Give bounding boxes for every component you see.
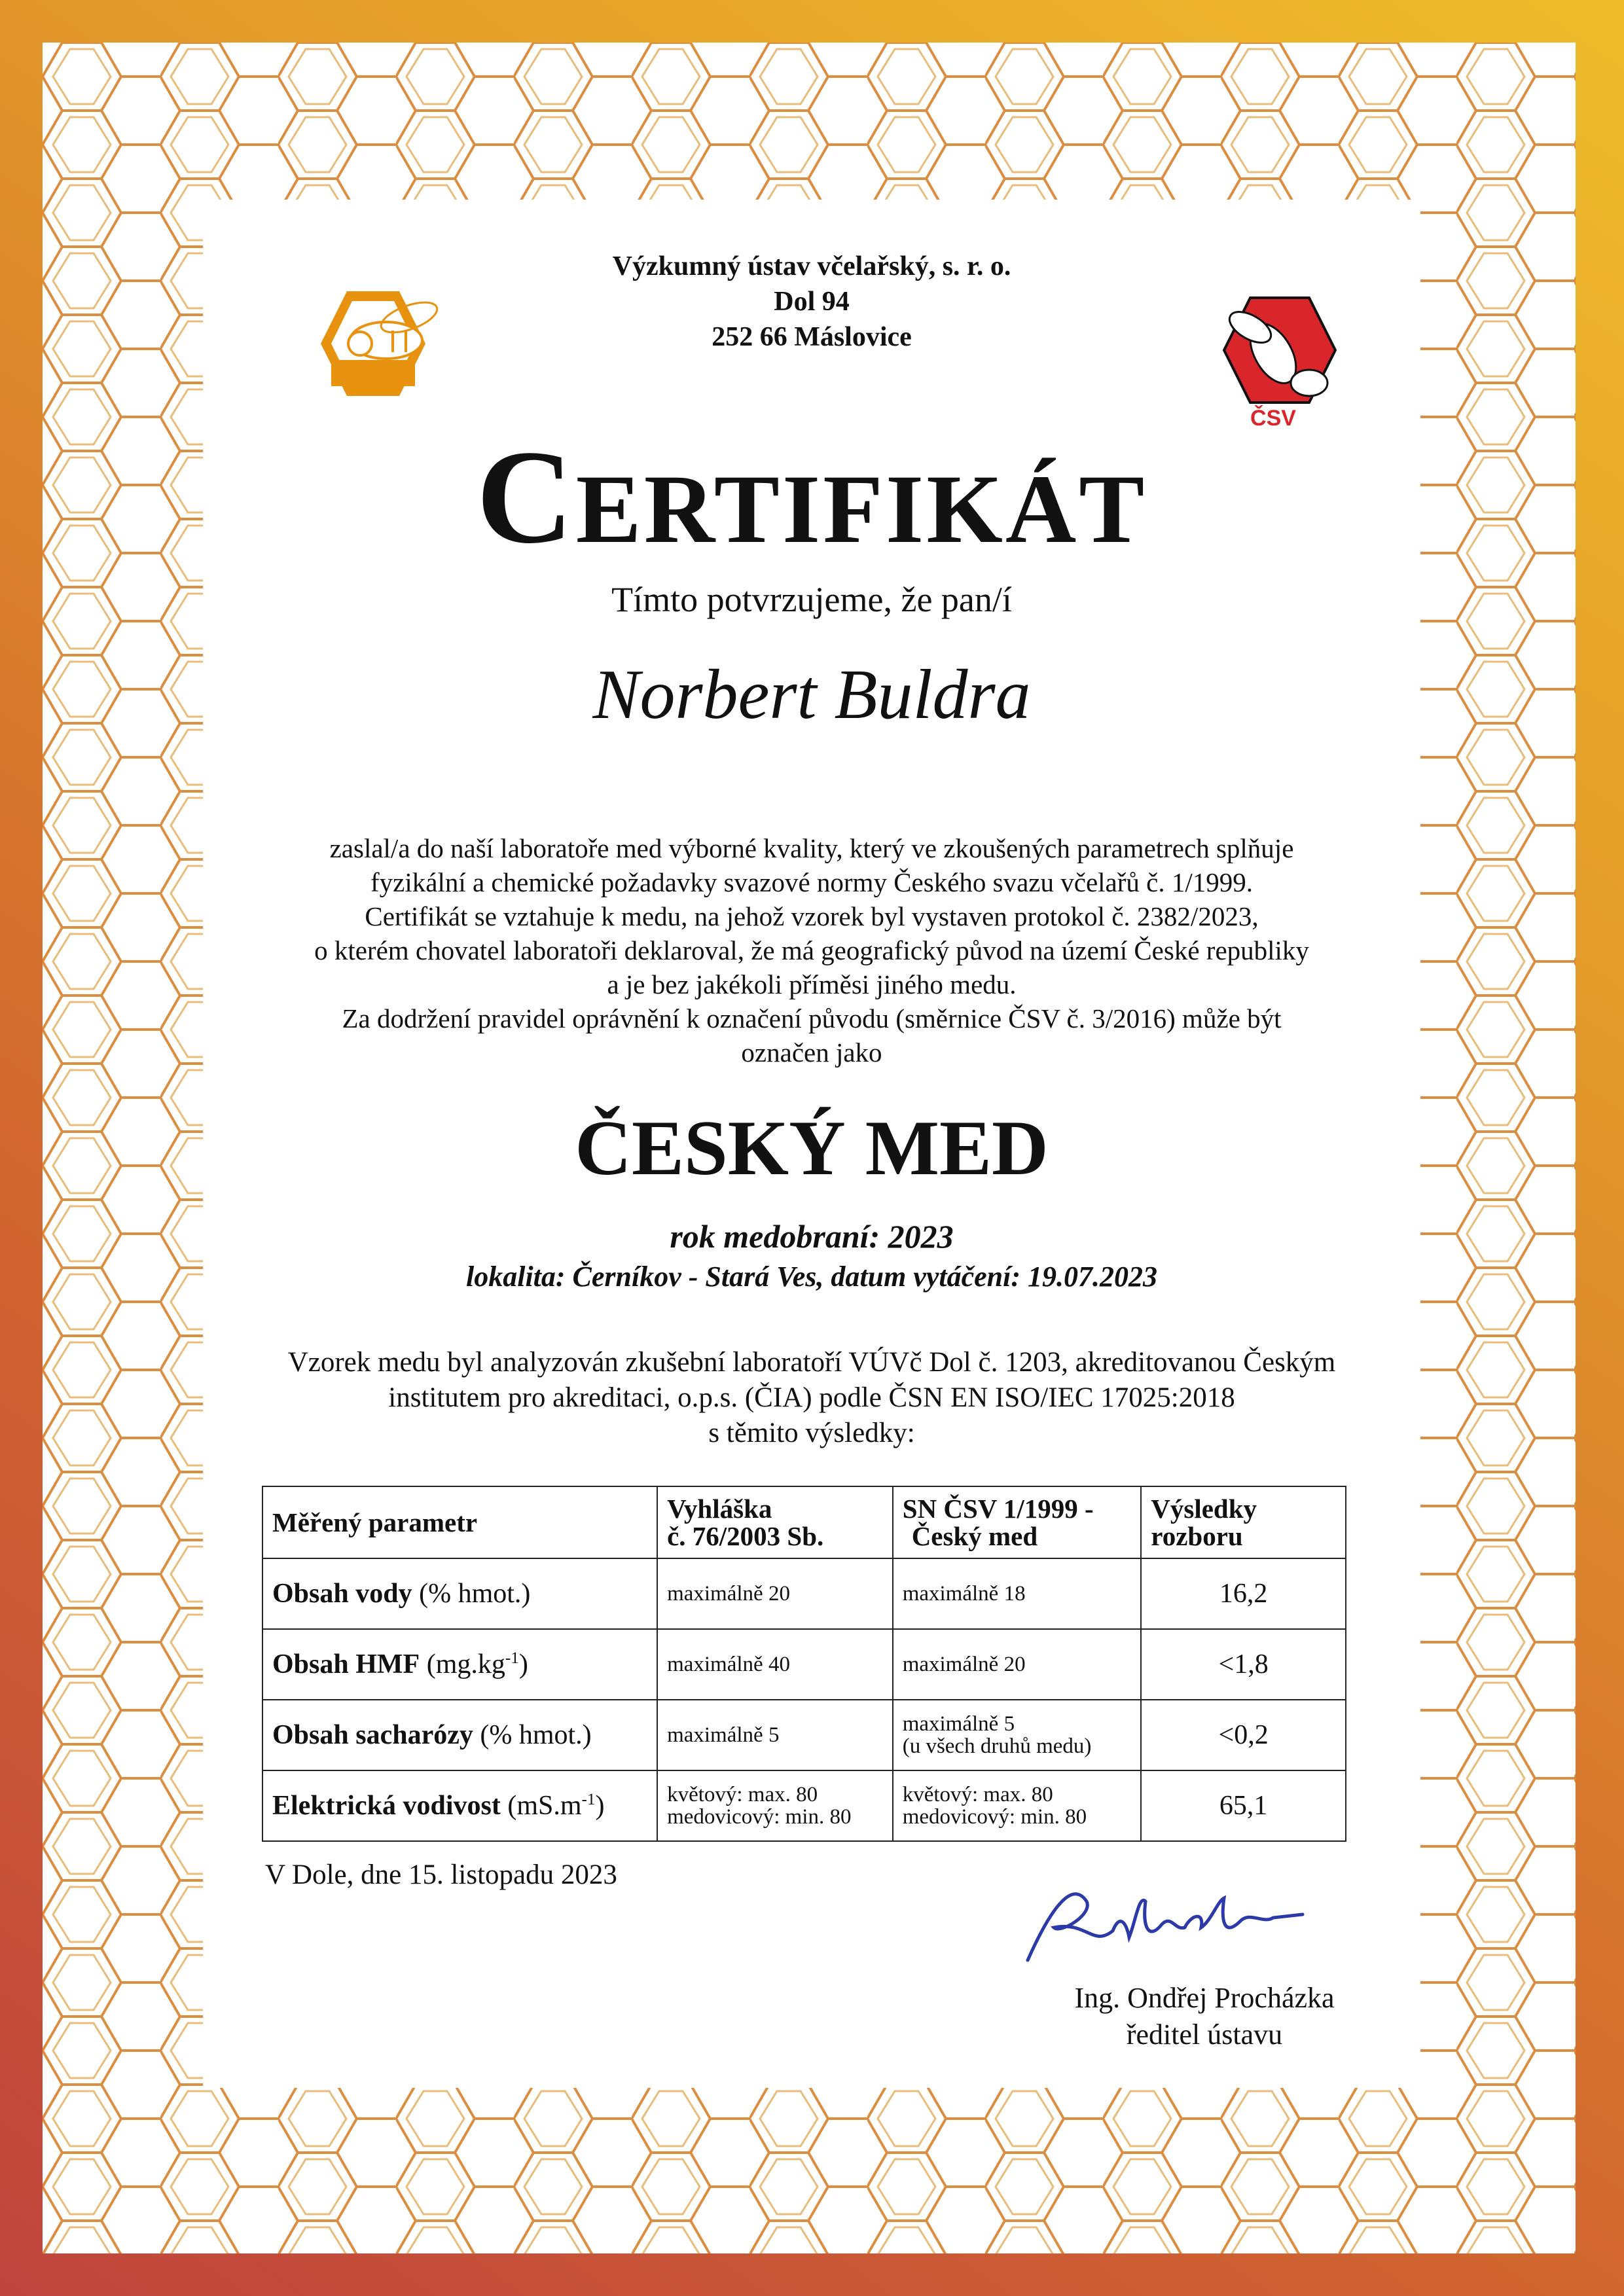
- header-csv: SN ČSV 1/1999 - Český med: [893, 1486, 1142, 1558]
- table-header-row: [262, 1486, 1346, 1558]
- signer-block: [975, 1980, 1434, 2053]
- body-line: Certifikát se vztahuje k medu, na jehož vzorek byl vystaven protokol č. 2382/2023,: [365, 901, 1259, 931]
- csv-cell: maximálně 5 (u všech druhů medu): [893, 1700, 1142, 1770]
- table-row: [262, 1700, 1346, 1770]
- signature: [1015, 1875, 1316, 1973]
- date-line: V Dole, dne 15. listopadu 2023: [265, 1859, 617, 1890]
- certificate-body: [203, 831, 1420, 1069]
- body-line: o kterém chovatel laboratoři deklaroval, že má geografický původ na území České republiky: [314, 935, 1309, 965]
- vyhlaska-cell: maximálně 5: [657, 1700, 893, 1770]
- csv-cell: maximálně 20: [893, 1629, 1142, 1700]
- institute-address: [203, 249, 1420, 355]
- body-line: označen jako: [741, 1037, 882, 1067]
- certificate-subtitle: Tímto potvrzujeme, že pan/í: [611, 580, 1012, 619]
- vyhlaska-cell: maximálně 40: [657, 1629, 893, 1700]
- body-line: fyzikální a chemické požadavky svazové normy Českého svazu včelařů č. 1/1999.: [370, 867, 1253, 897]
- param-cell: Obsah sacharózy (% hmot.): [262, 1700, 657, 1770]
- location-line: lokalita: Černíkov - Stará Ves, datum vytáčení: 19.07.2023: [466, 1261, 1157, 1293]
- result-cell: <1,8: [1141, 1629, 1346, 1700]
- header-parameter: Měřený parametr: [262, 1486, 657, 1558]
- signer-name: Ing. Ondřej Procházka: [1074, 1982, 1335, 2014]
- title-initial: C: [476, 423, 576, 571]
- header-results: Výsledky rozboru: [1141, 1486, 1346, 1558]
- body-line: Za dodržení pravidel oprávnění k označení původu (směrnice ČSV č. 3/2016) může být: [342, 1003, 1282, 1033]
- result-cell: 16,2: [1141, 1558, 1346, 1629]
- header-vyhlaska: Vyhláška č. 76/2003 Sb.: [657, 1486, 893, 1558]
- param-cell: Elektrická vodivost $(mS.m^{-1})$: [262, 1770, 657, 1841]
- institute-name: Výzkumný ústav včelařský, s. r. o.: [612, 251, 1011, 281]
- table-row: [262, 1558, 1346, 1629]
- param-cell: Obsah HMF $(mg.kg^{-1})$: [262, 1629, 657, 1700]
- vyhlaska-cell: květový: max. 80 medovicový: min. 80: [657, 1770, 893, 1841]
- certificate-title: [203, 422, 1420, 584]
- result-cell: <0,2: [1141, 1700, 1346, 1770]
- results-table: [262, 1486, 1346, 1842]
- analysis-line: s těmito výsledky:: [708, 1418, 915, 1448]
- cesky-med-mark: ČESKÝ MED: [575, 1104, 1049, 1191]
- body-line: a je bez jakékoli příměsi jiného medu.: [607, 969, 1017, 999]
- csv-logo-text: ČSV: [1250, 406, 1296, 431]
- analysis-line: institutem pro akreditaci, o.p.s. (ČIA) podle ČSN EN ISO/IEC 17025:2018: [388, 1382, 1235, 1413]
- param-cell: Obsah vody (% hmot.): [262, 1558, 657, 1629]
- analysis-line: Vzorek medu byl analyzován zkušební laboratoří VÚVč Dol č. 1203, akreditovanou Českým: [287, 1347, 1336, 1378]
- result-cell: 65,1: [1141, 1770, 1346, 1841]
- csv-cell: maximálně 18: [893, 1558, 1142, 1629]
- recipient-name: Norbert Buldra: [592, 656, 1031, 734]
- signer-role: ředitel ústavu: [1126, 2018, 1283, 2051]
- harvest-year: rok medobraní: 2023: [670, 1218, 954, 1255]
- analysis-text: [203, 1345, 1420, 1451]
- title-rest: ERTIFIKÁT: [575, 455, 1147, 564]
- csv-cell: květový: max. 80 medovicový: min. 80: [893, 1770, 1142, 1841]
- body-line: zaslal/a do naší laboratoře med výborné kvality, který ve zkoušených parametrech splňuje: [329, 833, 1294, 863]
- certificate-panel: [203, 200, 1420, 2088]
- table-row: [262, 1629, 1346, 1700]
- table-row: [262, 1770, 1346, 1841]
- institute-street: Dol 94: [774, 287, 850, 317]
- vyhlaska-cell: maximálně 20: [657, 1558, 893, 1629]
- institute-city: 252 66 Máslovice: [712, 322, 912, 352]
